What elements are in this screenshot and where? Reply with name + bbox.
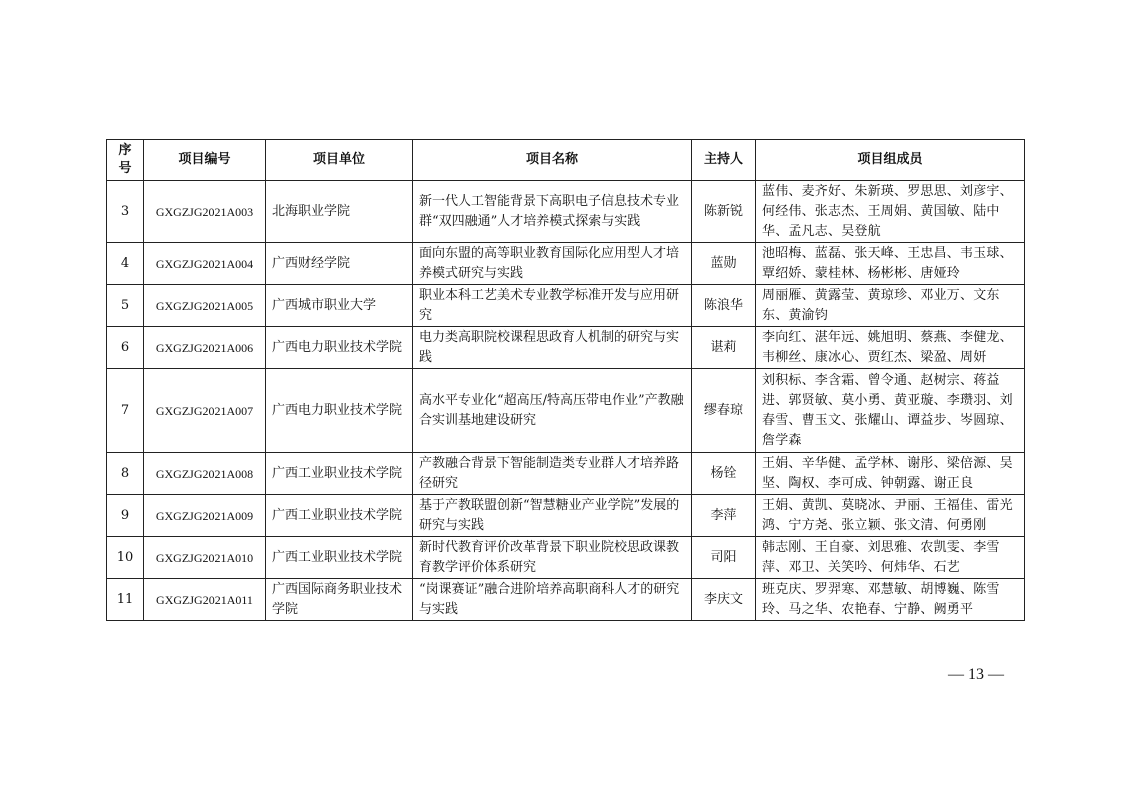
table-row — [107, 579, 1025, 621]
row-seq: 5 — [107, 285, 144, 327]
row-project-name: 职业本科工艺美术专业教学标准开发与应用研究 — [413, 285, 692, 327]
table-row — [107, 327, 1025, 369]
header-seq-bottom: 号 — [118, 161, 132, 176]
table-row — [107, 243, 1025, 285]
project-table — [106, 139, 1025, 621]
table-row — [107, 285, 1025, 327]
row-unit: 北海职业学院 — [266, 181, 413, 243]
row-members: 刘积标、李含霜、曾令通、赵树宗、蒋益进、郭贤敏、莫小勇、黄亚璇、李瓒羽、刘春雪、曹玉文、张耀山、谭益步、岑圆琼、詹学森 — [756, 369, 1025, 453]
row-code: GXGZJG2021A011 — [144, 579, 266, 621]
row-unit: 广西工业职业技术学院 — [266, 495, 413, 537]
row-code: GXGZJG2021A007 — [144, 369, 266, 453]
row-seq: 4 — [107, 243, 144, 285]
row-project-name: 高水平专业化“超高压/特高压带电作业”产教融合实训基地建设研究 — [413, 369, 692, 453]
row-code: GXGZJG2021A003 — [144, 181, 266, 243]
row-seq: 8 — [107, 453, 144, 495]
row-seq: 9 — [107, 495, 144, 537]
row-seq: 10 — [107, 537, 144, 579]
row-seq: 3 — [107, 181, 144, 243]
header-unit: 项目单位 — [266, 140, 413, 181]
row-host: 李萍 — [692, 495, 756, 537]
row-host: 蓝勋 — [692, 243, 756, 285]
row-seq: 6 — [107, 327, 144, 369]
header-host: 主持人 — [692, 140, 756, 181]
row-seq: 11 — [107, 579, 144, 621]
table-row — [107, 181, 1025, 243]
row-host: 谌莉 — [692, 327, 756, 369]
page-number: — 13 — — [948, 666, 1004, 683]
row-code: GXGZJG2021A008 — [144, 453, 266, 495]
row-host: 李庆文 — [692, 579, 756, 621]
row-code: GXGZJG2021A010 — [144, 537, 266, 579]
row-members: 池昭梅、蓝磊、张天峰、王忠昌、韦玉球、覃绍娇、蒙桂林、杨彬彬、唐娅玲 — [756, 243, 1025, 285]
row-project-name: 新时代教育评价改革背景下职业院校思政课教育教学评价体系研究 — [413, 537, 692, 579]
table-row — [107, 369, 1025, 453]
header-seq-top: 序 — [118, 143, 132, 158]
row-code: GXGZJG2021A009 — [144, 495, 266, 537]
row-host: 缪春琼 — [692, 369, 756, 453]
row-host: 陈新锐 — [692, 181, 756, 243]
row-members: 蓝伟、麦齐好、朱新瑛、罗思思、刘彦宇、何经伟、张志杰、王周娟、黄国敏、陆中华、孟凡志、吴登航 — [756, 181, 1025, 243]
row-host: 杨铨 — [692, 453, 756, 495]
row-unit: 广西国际商务职业技术学院 — [266, 579, 413, 621]
row-unit: 广西电力职业技术学院 — [266, 369, 413, 453]
row-code: GXGZJG2021A006 — [144, 327, 266, 369]
row-unit: 广西财经学院 — [266, 243, 413, 285]
row-project-name: 电力类高职院校课程思政育人机制的研究与实践 — [413, 327, 692, 369]
header-members: 项目组成员 — [756, 140, 1025, 181]
row-unit: 广西城市职业大学 — [266, 285, 413, 327]
row-host: 司阳 — [692, 537, 756, 579]
row-unit: 广西工业职业技术学院 — [266, 537, 413, 579]
header-code: 项目编号 — [144, 140, 266, 181]
row-project-name: “岗课赛证”融合进阶培养高职商科人才的研究与实践 — [413, 579, 692, 621]
row-project-name: 新一代人工智能背景下高职电子信息技术专业群“双四融通”人才培养模式探索与实践 — [413, 181, 692, 243]
table-header-row — [107, 140, 1025, 181]
row-project-name: 产教融合背景下智能制造类专业群人才培养路径研究 — [413, 453, 692, 495]
row-unit: 广西工业职业技术学院 — [266, 453, 413, 495]
table-row — [107, 453, 1025, 495]
row-project-name: 基于产教联盟创新“智慧糖业产业学院”发展的研究与实践 — [413, 495, 692, 537]
row-members: 王娟、辛华健、孟学林、谢彤、梁倍源、吴坚、陶权、李可成、钟朝露、谢正良 — [756, 453, 1025, 495]
row-seq: 7 — [107, 369, 144, 453]
row-code: GXGZJG2021A004 — [144, 243, 266, 285]
row-members: 李向红、湛年远、姚旭明、蔡燕、李健龙、韦柳丝、康冰心、贾红杰、梁盈、周妍 — [756, 327, 1025, 369]
header-name: 项目名称 — [413, 140, 692, 181]
row-host: 陈浪华 — [692, 285, 756, 327]
row-members: 韩志刚、王自豪、刘思雅、农凯雯、李雪萍、邓卫、关笑吟、何炜华、石艺 — [756, 537, 1025, 579]
row-members: 周丽雁、黄露莹、黄琼珍、邓业万、文东东、黄渝钧 — [756, 285, 1025, 327]
header-seq — [107, 140, 144, 181]
row-members: 王娟、黄凯、莫晓冰、尹丽、王福佳、雷光鸿、宁方尧、张立颖、张文清、何勇刚 — [756, 495, 1025, 537]
row-unit: 广西电力职业技术学院 — [266, 327, 413, 369]
table-row — [107, 495, 1025, 537]
row-members: 班克庆、罗羿寒、邓慧敏、胡博巍、陈雪玲、马之华、农艳春、宁静、阙勇平 — [756, 579, 1025, 621]
table-row — [107, 537, 1025, 579]
row-project-name: 面向东盟的高等职业教育国际化应用型人才培养模式研究与实践 — [413, 243, 692, 285]
row-code: GXGZJG2021A005 — [144, 285, 266, 327]
